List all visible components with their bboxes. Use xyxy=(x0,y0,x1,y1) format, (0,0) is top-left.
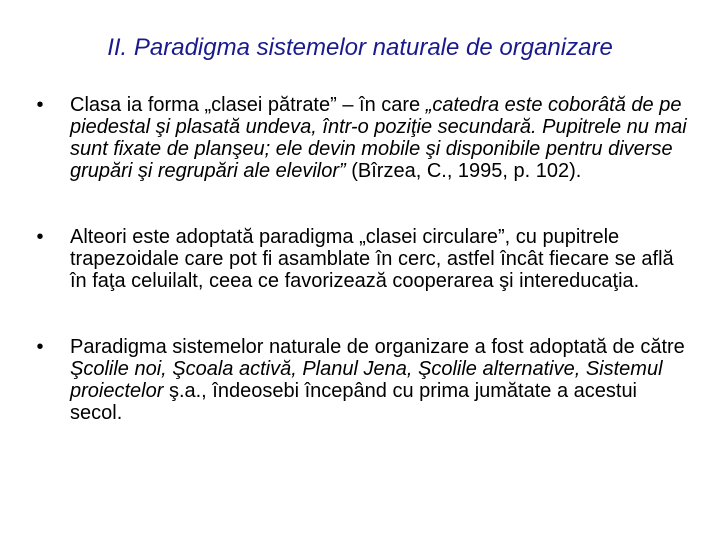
bullet-3-part-1: Paradigma sistemelor naturale de organizare a fost adoptată de către xyxy=(70,336,685,358)
slide-title: II. Paradigma sistemelor naturale de organizare xyxy=(107,34,613,61)
bullet-list xyxy=(30,94,690,468)
bullet-dot-icon: • xyxy=(36,226,44,248)
bullet-item-2 xyxy=(30,226,690,292)
bullet-3-school-list: Şcolile noi, Şcoala activă, Planul Jena, Şcolile alternative, Sistemul proiectelor xyxy=(70,358,663,402)
bullet-1-part-2: „clasei pătrate” – în care xyxy=(204,94,426,116)
bullet-dot-icon: • xyxy=(36,336,44,358)
bullet-1-citation: (Bîrzea, C., 1995, p. 102). xyxy=(345,160,582,182)
bullet-3-text xyxy=(70,336,685,424)
bullet-1-text xyxy=(70,94,687,182)
bullet-1-part-1: Clasa ia forma xyxy=(70,94,205,116)
bullet-3-part-3: ş.a., îndeosebi începând cu prima jumătate a acestui secol. xyxy=(70,380,638,424)
bullet-dot-icon: • xyxy=(36,94,44,116)
bullet-1-quote: „catedra este coborâtă de pe piedestal şi plasată undeva, într-o poziţie secundară. Pupitrele nu mai sunt fixate de planşeu; ele devin mobile şi disponibile pentru diverse grupări şi regrupări ale elevilor” xyxy=(70,94,687,182)
bullet-2-text: Alteori este adoptată paradigma „clasei circulare”, cu pupitrele trapezoidale care pot fi asamblate în cerc, astfel încât fiecare se află în faţa celuilalt, ceea ce favorizează cooperarea şi intereducaţia. xyxy=(70,226,674,292)
bullet-item-1 xyxy=(30,94,690,182)
bullet-item-3 xyxy=(30,336,690,424)
